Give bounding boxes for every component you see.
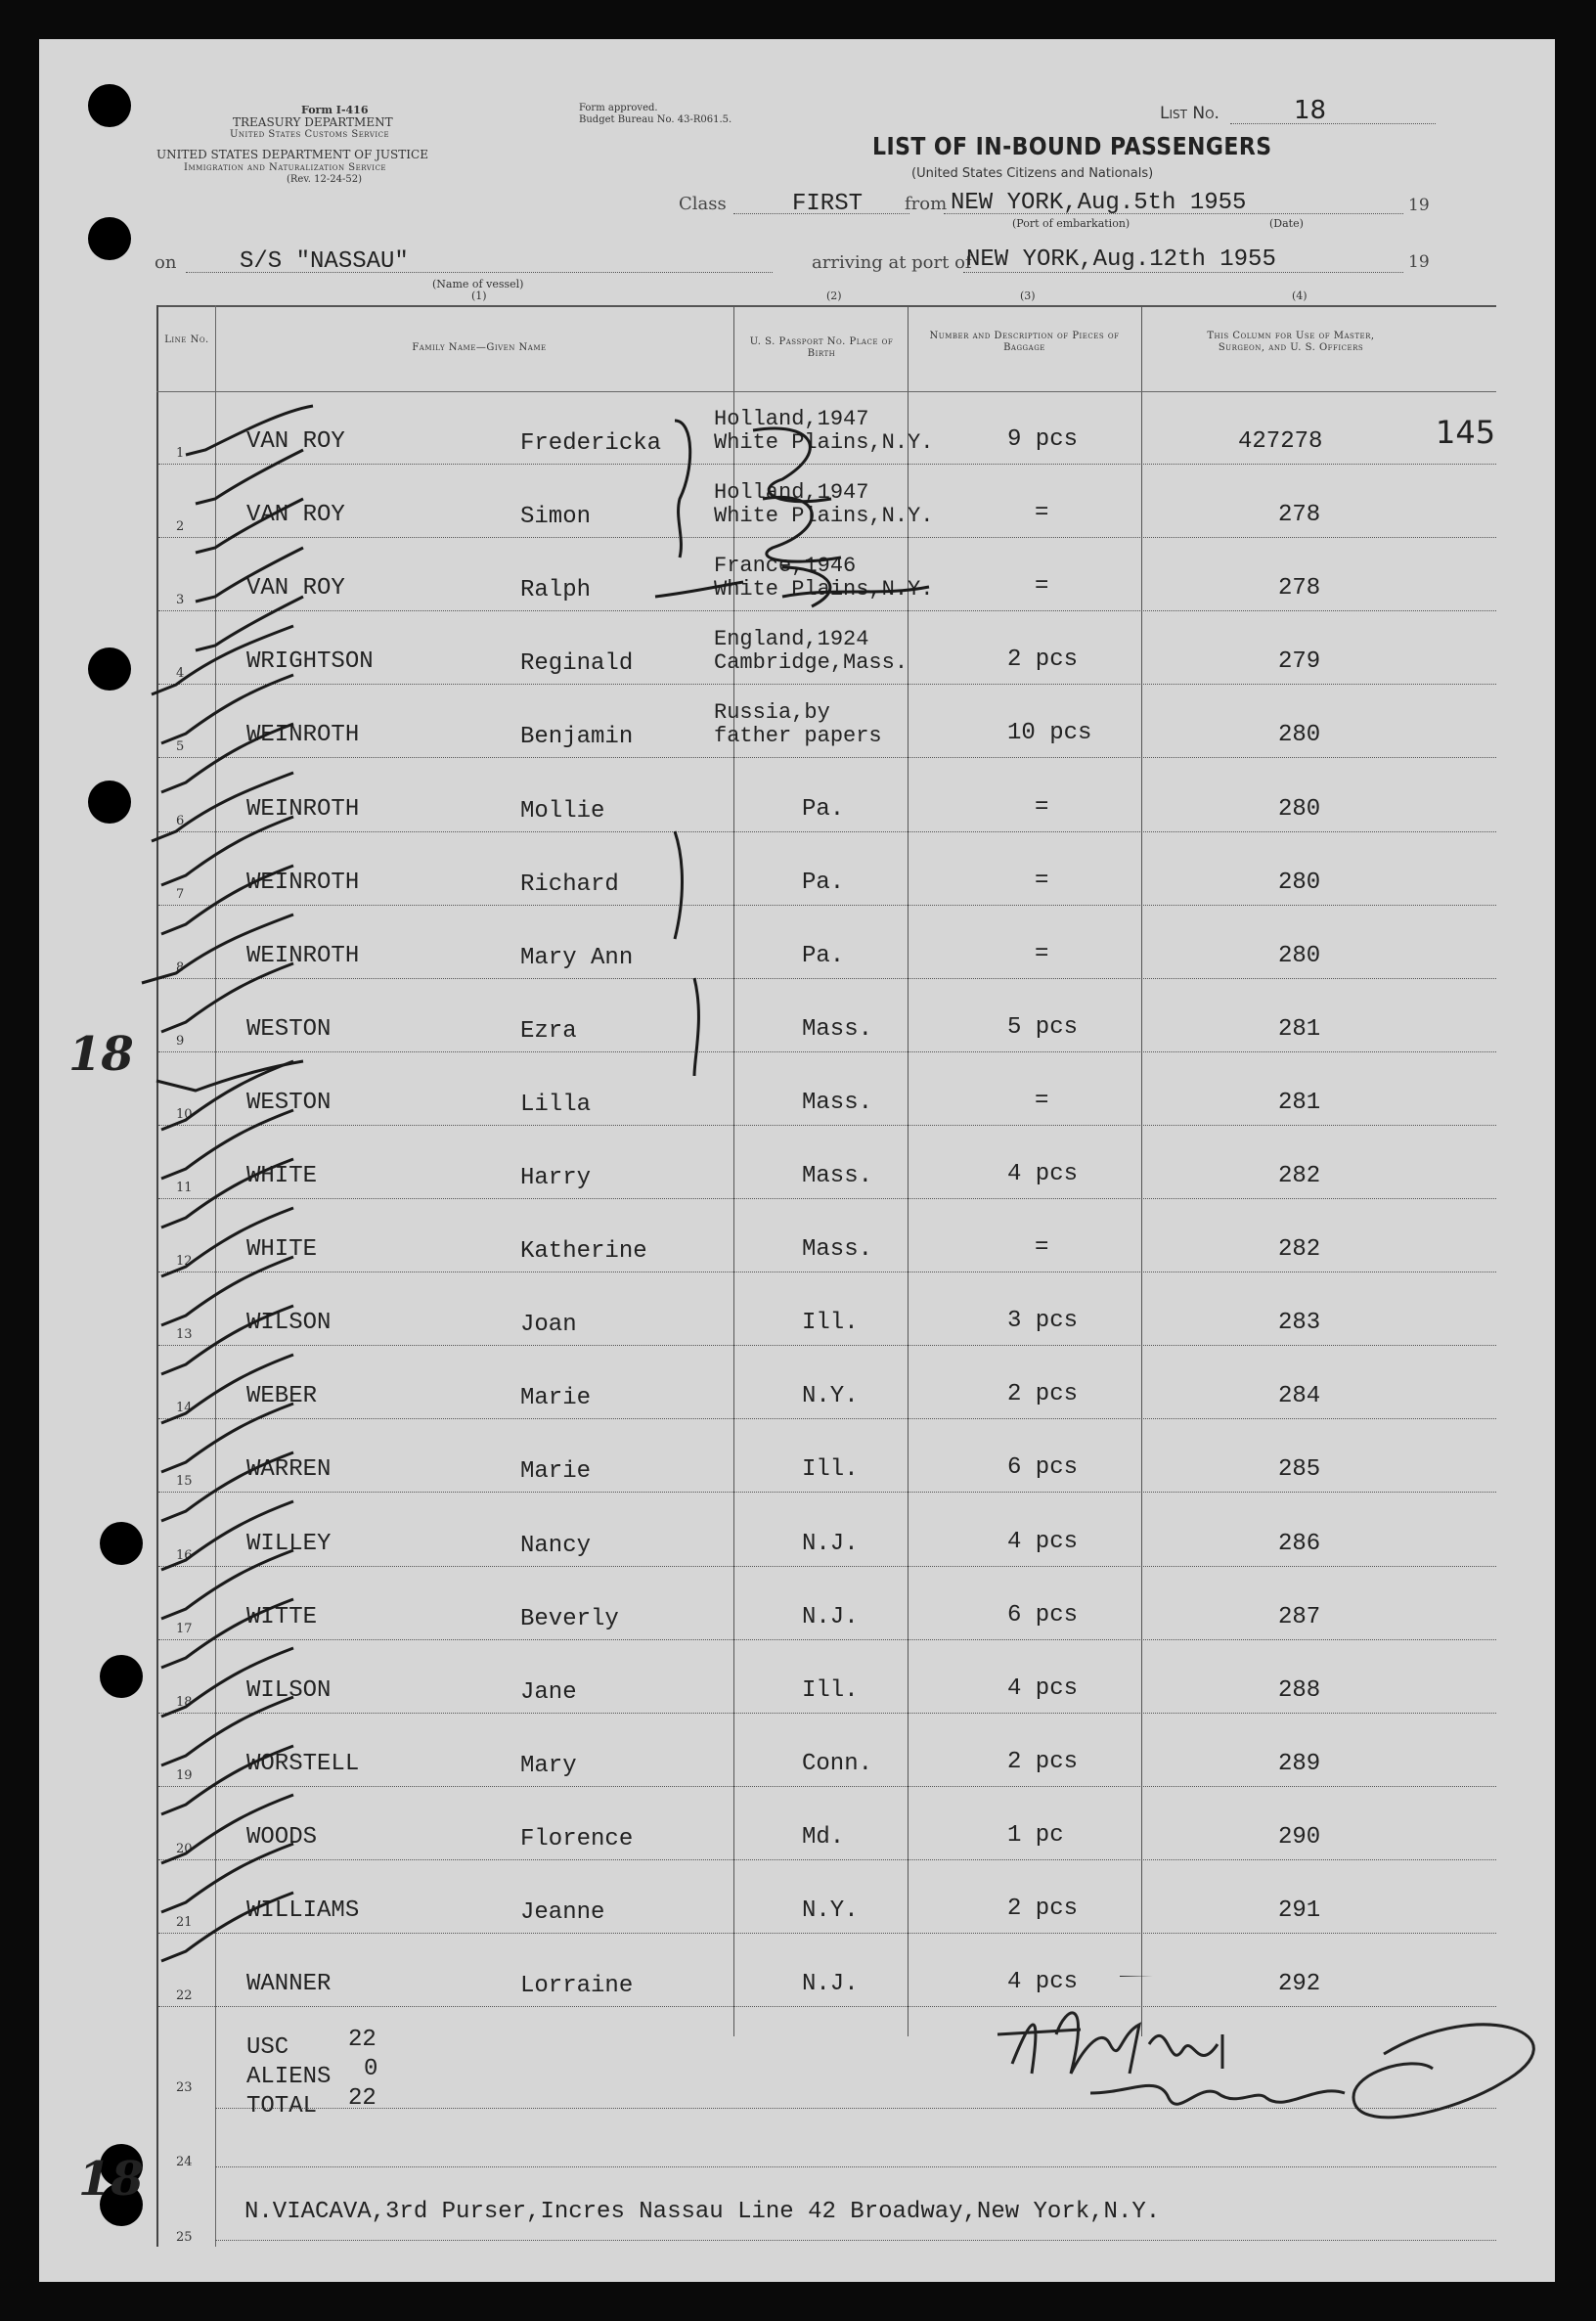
officer-code: 282 [1278,1163,1321,1189]
officer-code: 283 [1278,1310,1321,1337]
baggage: 2 pcs [1007,1896,1079,1922]
given-name: Nancy [520,1532,592,1559]
usc-label: USC [246,2034,289,2061]
treasury-department: TREASURY DEPARTMENT [233,115,393,129]
birthplace: Cambridge,Mass. [714,650,909,676]
baggage: 10 pcs [1007,720,1092,747]
line-number: 1 [176,446,185,461]
birthplace: Ill. [802,1676,859,1704]
baggage: = [1035,793,1049,821]
list-number: 18 [1294,96,1327,125]
birthplace: Mass. [802,1089,873,1116]
revision: (Rev. 12-24-52) [287,174,363,185]
family-name: WEINROTH [246,942,360,969]
family-name: VAN ROY [246,428,345,455]
birthplace: White Plains,N.Y. [714,430,934,455]
officer-code: 281 [1278,1015,1321,1043]
line-number: 18 [176,1694,193,1710]
officer-code: 280 [1278,722,1321,749]
birthplace: Pa. [802,942,845,969]
usc-count: 22 [348,2027,377,2053]
given-name: Ralph [520,577,592,604]
baggage: 1 pc [1007,1821,1064,1849]
family-name: WRIGHTSON [246,648,374,676]
form-number: Form I-416 [301,104,369,116]
baggage: = [1035,867,1049,894]
budget-bureau: Budget Bureau No. 43-R061.5. [579,114,732,125]
page-title: LIST OF IN-BOUND PASSENGERS [872,132,1272,160]
vessel-name: S/S "NASSAU" [240,248,409,275]
birthplace: White Plains,N.Y. [714,577,934,603]
family-name: WORSTELL [246,1750,360,1777]
manifest-page [39,39,1555,2282]
col-header-baggage: Number and Description of Pieces of Baggage [929,331,1120,353]
baggage: = [1035,1234,1049,1262]
baggage: 4 pcs [1007,1528,1079,1555]
date-label: (Date) [1269,217,1304,230]
given-name: Marie [520,1385,592,1412]
given-name: Jane [520,1678,577,1706]
given-name: Jeanne [520,1899,605,1926]
line-number: 7 [176,886,185,902]
immigration-service: Immigration and Naturalization Service [184,162,387,173]
line-number: 23 [176,2080,193,2095]
page-subtitle: (United States Citizens and Nationals) [911,166,1154,181]
birthplace-line-1: Holland,1947 [714,407,869,431]
family-name: VAN ROY [246,575,345,603]
family-name: WESTON [246,1089,332,1116]
col-num-3: (3) [1020,290,1036,302]
birthplace: Mass. [802,1236,873,1264]
family-name: WILLIAMS [246,1897,360,1924]
arriving-label: arriving at port of [812,252,972,273]
total-count: 22 [348,2085,377,2112]
baggage: = [1035,573,1049,601]
birthplace: N.Y. [802,1897,859,1924]
baggage: 3 pcs [1007,1308,1079,1335]
officer-code: 282 [1278,1236,1321,1264]
purser-line: N.VIACAVA,3rd Purser,Incres Nassau Line 42 Broadway,New York,N.Y. [244,2199,1161,2225]
officer-code: 285 [1278,1456,1321,1484]
total-label: TOTAL [246,2093,318,2120]
form-approved: Form approved. [579,103,658,113]
birthplace: N.Y. [802,1383,859,1410]
given-name: Marie [520,1458,592,1486]
line-number: 12 [176,1254,193,1270]
line-number: 11 [176,1181,193,1195]
pencil-checkmarks [137,391,352,2054]
birthplace-line-1: Holland,1947 [714,480,869,506]
baggage: 2 pcs [1007,1748,1079,1775]
table-top-rule [156,305,1496,307]
purser-signature [973,1976,1570,2142]
line-number: 6 [176,813,185,828]
baggage: 2 pcs [1007,647,1079,674]
family-name: WESTON [246,1015,332,1043]
family-name: WHITE [246,1236,318,1264]
family-name: WILSON [246,1310,332,1337]
officer-code: 278 [1278,575,1321,603]
line-number: 24 [176,2155,193,2169]
officer-code: 292 [1278,1971,1321,1998]
port-of-embarkation-label: (Port of embarkation) [1012,217,1130,230]
family-name: WILLEY [246,1530,332,1557]
line-number: 25 [176,2230,193,2245]
line-number: 4 [176,666,185,682]
col-num-2: (2) [826,290,842,302]
line-number: 22 [176,1988,193,2004]
given-name: Fredericka [520,430,662,457]
margin-mark-18: 18 [78,2152,144,2207]
family-name: WEINROTH [246,795,360,823]
officer-code: 281 [1278,1089,1321,1116]
baggage: = [1035,1087,1049,1114]
family-name: WANNER [246,1971,332,1998]
given-name: Katherine [520,1238,647,1266]
given-name: Reginald [520,650,634,678]
line-number: 10 [176,1106,193,1122]
officer-code: 288 [1278,1676,1321,1704]
birthplace: Ill. [802,1310,859,1337]
list-no-label: List No. [1160,104,1219,123]
row-line [215,2166,1496,2167]
line-number: 13 [176,1327,193,1343]
birthplace: White Plains,N.Y. [714,504,934,529]
birthplace: Conn. [802,1750,873,1777]
birthplace: Pa. [802,869,845,896]
baggage: 4 pcs [1007,1674,1079,1702]
given-name: Lorraine [520,1973,634,2000]
given-name: Mary Ann [520,944,634,971]
from-label: from [905,194,948,214]
officer-code: 286 [1278,1530,1321,1557]
class-value: FIRST [792,191,864,217]
margin-mark-18: 18 [68,1027,134,1082]
family-name: WITTE [246,1603,318,1630]
given-name: Lilla [520,1091,592,1118]
aliens-label: ALIENS [246,2064,332,2090]
birthplace: Md. [802,1823,845,1851]
line-number: 17 [176,1621,193,1636]
family-name: VAN ROY [246,502,345,529]
vessel-label: (Name of vessel) [432,278,524,290]
birthplace: N.J. [802,1530,859,1557]
class-label: Class [679,194,727,214]
line-number: 8 [176,960,185,975]
officer-code: 291 [1278,1897,1321,1924]
officer-code: 290 [1278,1823,1321,1851]
birthplace: N.J. [802,1603,859,1630]
line-number: 9 [176,1033,185,1049]
officer-code: 278 [1278,502,1321,529]
given-name: Florence [520,1825,634,1852]
birthplace: Mass. [802,1015,873,1043]
aliens-count: 0 [364,2056,378,2082]
family-name: WEINROTH [246,722,360,749]
birthplace-line-1: France,1946 [714,554,857,579]
baggage: 9 pcs [1007,426,1079,453]
birthplace-line-1: England,1924 [714,627,869,652]
baggage: 6 pcs [1007,1454,1079,1482]
given-name: Mollie [520,797,605,825]
birthplace: Mass. [802,1163,873,1189]
officer-code: 280 [1278,942,1321,969]
line-number: 20 [176,1841,193,1856]
pencil-scribble [636,391,1027,1076]
given-name: Benjamin [520,724,634,751]
baggage: 4 pcs [1007,1161,1079,1187]
officer-code: 280 [1278,795,1321,823]
list-no-underline [1230,108,1436,124]
family-name: WARREN [246,1456,332,1484]
baggage: 2 pcs [1007,1381,1079,1408]
col-header-passport: U. S. Passport No. Place of Birth [749,336,894,359]
line-number: 14 [176,1401,193,1416]
line-number: 2 [176,519,185,535]
customs-service: United States Customs Service [230,129,390,140]
officer-code: 289 [1278,1750,1321,1777]
given-name: Beverly [520,1605,619,1632]
given-name: Joan [520,1312,577,1339]
row-line [215,2240,1496,2241]
line-number: 19 [176,1767,193,1783]
line-number: 16 [176,1547,193,1563]
family-name: WHITE [246,1163,318,1189]
year-suffix: 19 [1408,196,1430,215]
given-name: Richard [520,870,619,898]
birthplace: N.J. [802,1971,859,1998]
year-suffix: 19 [1408,252,1430,272]
birthplace: father papers [714,724,882,749]
birthplace: Pa. [802,795,845,823]
birthplace: Ill. [802,1456,859,1484]
line-number: 5 [176,739,185,755]
col-num-4: (4) [1292,290,1308,302]
officer-code: 427278 [1238,428,1323,455]
arriving-value: NEW YORK,Aug.12th 1955 [966,246,1276,273]
given-name: Ezra [520,1017,577,1045]
baggage: 4 pcs [1007,1969,1079,1996]
officer-code: 284 [1278,1383,1321,1410]
given-name: Simon [520,504,592,531]
binder-hole [88,217,131,260]
line-number: 21 [176,1915,193,1930]
family-name: WEINROTH [246,869,360,896]
officer-code: 280 [1278,869,1321,896]
col-header-line-no: Line No. [164,335,209,345]
family-name: WILSON [246,1676,332,1704]
given-name: Mary [520,1752,577,1779]
baggage: 5 pcs [1007,1013,1079,1041]
family-name: WEBER [246,1383,318,1410]
col-header-officers: This Column for Use of Master, Surgeon, and U. S. Officers [1207,331,1375,353]
col-num-1: (1) [471,290,487,302]
given-name: Harry [520,1165,592,1191]
birthplace-line-1: Russia,by [714,700,830,726]
baggage: = [1035,940,1049,967]
from-value: NEW YORK,Aug.5th 1955 [951,190,1247,216]
officer-code: 287 [1278,1603,1321,1630]
department-of-justice: UNITED STATES DEPARTMENT OF JUSTICE [156,148,428,161]
line-number: 3 [176,593,185,608]
baggage: = [1035,500,1049,527]
officer-extra: 145 [1436,414,1496,451]
col-header-name: Family Name—Given Name [412,342,547,353]
family-name: WOODS [246,1823,318,1851]
on-label: on [155,252,177,273]
baggage: 6 pcs [1007,1601,1079,1629]
officer-code: 279 [1278,648,1321,676]
binder-hole [88,84,131,127]
line-number: 15 [176,1474,193,1490]
